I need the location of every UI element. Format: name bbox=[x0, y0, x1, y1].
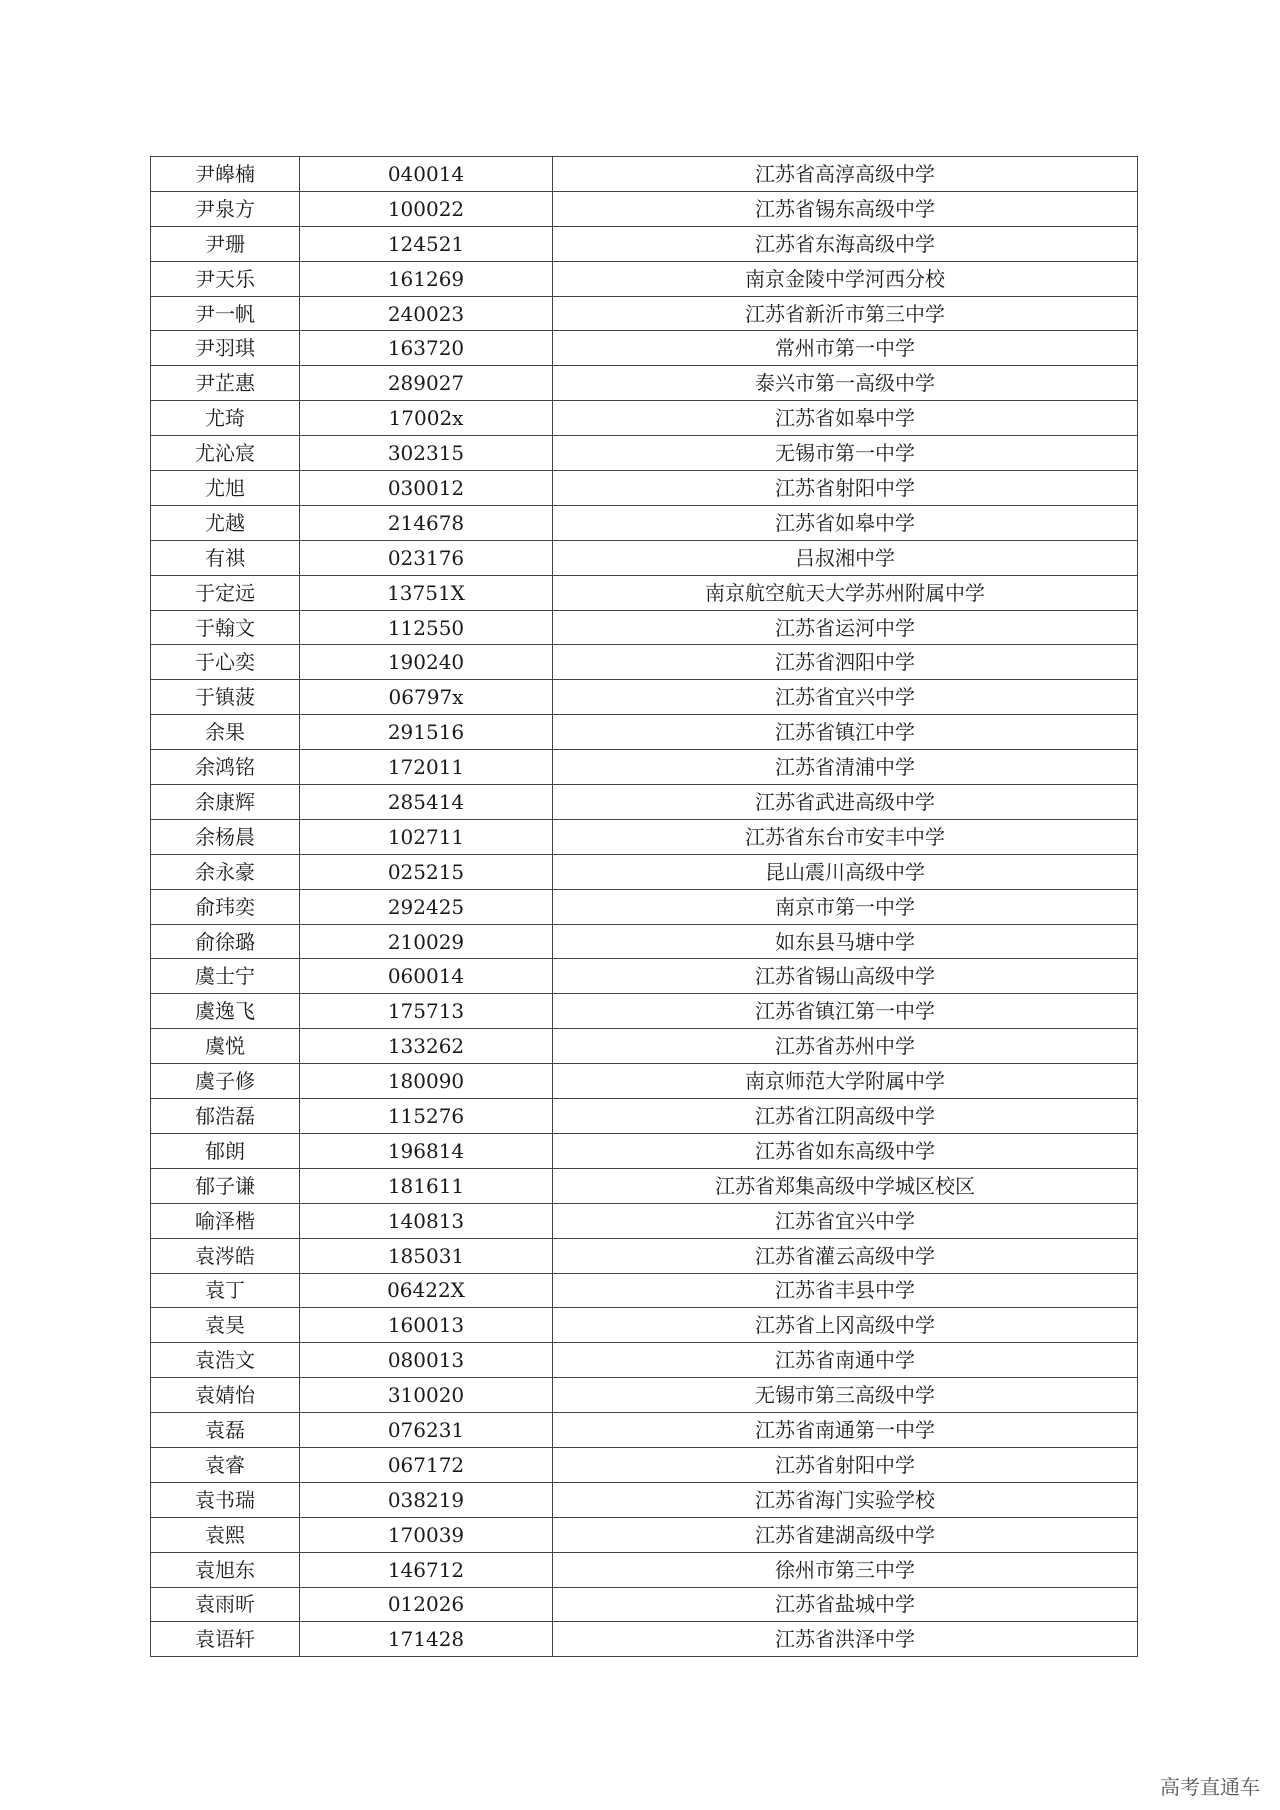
student-id-cell: 214678 bbox=[300, 505, 553, 540]
school-name-cell: 江苏省海门实验学校 bbox=[553, 1482, 1138, 1517]
student-name-cell: 余杨晨 bbox=[151, 819, 300, 854]
student-name-cell: 余康辉 bbox=[151, 785, 300, 820]
student-name-cell: 尤旭 bbox=[151, 471, 300, 506]
school-name-cell: 江苏省如皋中学 bbox=[553, 401, 1138, 436]
school-name-cell: 泰兴市第一高级中学 bbox=[553, 366, 1138, 401]
student-name-cell: 尹泉方 bbox=[151, 191, 300, 226]
student-name-cell: 郁朗 bbox=[151, 1133, 300, 1168]
student-id-cell: 025215 bbox=[300, 854, 553, 889]
student-id-cell: 310020 bbox=[300, 1378, 553, 1413]
student-name-cell: 尤琦 bbox=[151, 401, 300, 436]
school-name-cell: 南京金陵中学河西分校 bbox=[553, 261, 1138, 296]
table-row bbox=[151, 1168, 1138, 1203]
school-name-cell: 江苏省镇江第一中学 bbox=[553, 994, 1138, 1029]
student-name-cell: 尹芷惠 bbox=[151, 366, 300, 401]
student-name-cell: 袁熙 bbox=[151, 1517, 300, 1552]
student-name-cell: 尹天乐 bbox=[151, 261, 300, 296]
student-id-cell: 076231 bbox=[300, 1413, 553, 1448]
student-id-cell: 180090 bbox=[300, 1064, 553, 1099]
school-name-cell: 如东县马塘中学 bbox=[553, 924, 1138, 959]
table-row bbox=[151, 889, 1138, 924]
student-id-cell: 133262 bbox=[300, 1029, 553, 1064]
student-id-cell: 285414 bbox=[300, 785, 553, 820]
table-row bbox=[151, 191, 1138, 226]
school-name-cell: 南京航空航天大学苏州附属中学 bbox=[553, 575, 1138, 610]
table-row bbox=[151, 924, 1138, 959]
table-row bbox=[151, 959, 1138, 994]
school-name-cell: 江苏省东海高级中学 bbox=[553, 226, 1138, 261]
student-id-cell: 160013 bbox=[300, 1308, 553, 1343]
table-row bbox=[151, 157, 1138, 192]
watermark-text: 高考直通车 bbox=[1160, 1775, 1260, 1799]
student-id-cell: 012026 bbox=[300, 1587, 553, 1622]
school-name-cell: 江苏省江阴高级中学 bbox=[553, 1099, 1138, 1134]
table-row bbox=[151, 366, 1138, 401]
table-row bbox=[151, 994, 1138, 1029]
table-row bbox=[151, 540, 1138, 575]
student-id-cell: 100022 bbox=[300, 191, 553, 226]
school-name-cell: 江苏省南通中学 bbox=[553, 1343, 1138, 1378]
table-row bbox=[151, 575, 1138, 610]
student-id-cell: 291516 bbox=[300, 715, 553, 750]
student-id-cell: 146712 bbox=[300, 1552, 553, 1587]
school-name-cell: 江苏省苏州中学 bbox=[553, 1029, 1138, 1064]
table-row bbox=[151, 1203, 1138, 1238]
student-id-cell: 112550 bbox=[300, 610, 553, 645]
table-row bbox=[151, 1552, 1138, 1587]
student-name-cell: 虞逸飞 bbox=[151, 994, 300, 1029]
school-name-cell: 江苏省射阳中学 bbox=[553, 1447, 1138, 1482]
table-row bbox=[151, 1029, 1138, 1064]
school-name-cell: 江苏省郑集高级中学城区校区 bbox=[553, 1168, 1138, 1203]
student-name-cell: 于定远 bbox=[151, 575, 300, 610]
student-name-cell: 有祺 bbox=[151, 540, 300, 575]
student-id-cell: 13751X bbox=[300, 575, 553, 610]
student-id-cell: 190240 bbox=[300, 645, 553, 680]
table-row bbox=[151, 785, 1138, 820]
student-id-cell: 289027 bbox=[300, 366, 553, 401]
student-name-cell: 俞玮奕 bbox=[151, 889, 300, 924]
school-name-cell: 江苏省高淳高级中学 bbox=[553, 157, 1138, 192]
school-name-cell: 吕叔湘中学 bbox=[553, 540, 1138, 575]
student-id-cell: 124521 bbox=[300, 226, 553, 261]
table-row bbox=[151, 1622, 1138, 1657]
student-name-cell: 虞子修 bbox=[151, 1064, 300, 1099]
school-name-cell: 江苏省如皋中学 bbox=[553, 505, 1138, 540]
student-name-cell: 袁磊 bbox=[151, 1413, 300, 1448]
school-name-cell: 江苏省锡山高级中学 bbox=[553, 959, 1138, 994]
student-name-cell: 袁涔皓 bbox=[151, 1238, 300, 1273]
table-row bbox=[151, 261, 1138, 296]
student-name-cell: 袁浩文 bbox=[151, 1343, 300, 1378]
student-id-cell: 17002x bbox=[300, 401, 553, 436]
student-name-cell: 尤越 bbox=[151, 505, 300, 540]
table-row bbox=[151, 505, 1138, 540]
table-row bbox=[151, 401, 1138, 436]
student-id-cell: 171428 bbox=[300, 1622, 553, 1657]
school-name-cell: 江苏省洪泽中学 bbox=[553, 1622, 1138, 1657]
student-id-cell: 172011 bbox=[300, 750, 553, 785]
school-name-cell: 南京市第一中学 bbox=[553, 889, 1138, 924]
school-name-cell: 常州市第一中学 bbox=[553, 331, 1138, 366]
student-name-cell: 袁书瑞 bbox=[151, 1482, 300, 1517]
student-id-cell: 140813 bbox=[300, 1203, 553, 1238]
student-name-cell: 袁昊 bbox=[151, 1308, 300, 1343]
school-name-cell: 南京师范大学附属中学 bbox=[553, 1064, 1138, 1099]
table-row bbox=[151, 471, 1138, 506]
table-row bbox=[151, 680, 1138, 715]
school-name-cell: 昆山震川高级中学 bbox=[553, 854, 1138, 889]
table-row bbox=[151, 1587, 1138, 1622]
school-name-cell: 江苏省镇江中学 bbox=[553, 715, 1138, 750]
student-name-cell: 于镇菠 bbox=[151, 680, 300, 715]
student-name-cell: 于翰文 bbox=[151, 610, 300, 645]
school-name-cell: 江苏省清浦中学 bbox=[553, 750, 1138, 785]
table-row bbox=[151, 1447, 1138, 1482]
school-name-cell: 江苏省武进高级中学 bbox=[553, 785, 1138, 820]
student-id-cell: 060014 bbox=[300, 959, 553, 994]
table-row bbox=[151, 610, 1138, 645]
table-row bbox=[151, 750, 1138, 785]
table-row bbox=[151, 1273, 1138, 1308]
table-row bbox=[151, 1517, 1138, 1552]
student-name-cell: 余果 bbox=[151, 715, 300, 750]
student-id-cell: 067172 bbox=[300, 1447, 553, 1482]
school-name-cell: 江苏省南通第一中学 bbox=[553, 1413, 1138, 1448]
student-name-cell: 袁丁 bbox=[151, 1273, 300, 1308]
student-id-cell: 080013 bbox=[300, 1343, 553, 1378]
table-row bbox=[151, 1238, 1138, 1273]
school-name-cell: 江苏省锡东高级中学 bbox=[553, 191, 1138, 226]
student-id-cell: 161269 bbox=[300, 261, 553, 296]
table-row bbox=[151, 226, 1138, 261]
student-id-cell: 240023 bbox=[300, 296, 553, 331]
table-row bbox=[151, 854, 1138, 889]
student-name-cell: 余永豪 bbox=[151, 854, 300, 889]
student-id-cell: 175713 bbox=[300, 994, 553, 1029]
school-name-cell: 江苏省上冈高级中学 bbox=[553, 1308, 1138, 1343]
student-id-cell: 040014 bbox=[300, 157, 553, 192]
student-name-cell: 尹皞楠 bbox=[151, 157, 300, 192]
table-row bbox=[151, 1343, 1138, 1378]
school-name-cell: 江苏省丰县中学 bbox=[553, 1273, 1138, 1308]
student-id-cell: 185031 bbox=[300, 1238, 553, 1273]
table-row bbox=[151, 715, 1138, 750]
student-name-cell: 袁语轩 bbox=[151, 1622, 300, 1657]
table-row bbox=[151, 1099, 1138, 1134]
table-row bbox=[151, 1308, 1138, 1343]
student-name-cell: 俞徐璐 bbox=[151, 924, 300, 959]
student-id-cell: 170039 bbox=[300, 1517, 553, 1552]
table-row bbox=[151, 1133, 1138, 1168]
school-name-cell: 无锡市第三高级中学 bbox=[553, 1378, 1138, 1413]
school-name-cell: 江苏省宜兴中学 bbox=[553, 680, 1138, 715]
student-name-cell: 尹羽琪 bbox=[151, 331, 300, 366]
school-name-cell: 江苏省新沂市第三中学 bbox=[553, 296, 1138, 331]
student-name-cell: 郁子谦 bbox=[151, 1168, 300, 1203]
student-id-cell: 023176 bbox=[300, 540, 553, 575]
school-name-cell: 无锡市第一中学 bbox=[553, 436, 1138, 471]
student-name-cell: 虞悦 bbox=[151, 1029, 300, 1064]
table-row bbox=[151, 645, 1138, 680]
table-row bbox=[151, 1064, 1138, 1099]
table-row bbox=[151, 296, 1138, 331]
student-name-cell: 尹珊 bbox=[151, 226, 300, 261]
student-name-cell: 郁浩磊 bbox=[151, 1099, 300, 1134]
school-name-cell: 江苏省东台市安丰中学 bbox=[553, 819, 1138, 854]
student-name-cell: 喻泽楷 bbox=[151, 1203, 300, 1238]
student-id-cell: 292425 bbox=[300, 889, 553, 924]
student-id-cell: 302315 bbox=[300, 436, 553, 471]
student-name-cell: 袁雨昕 bbox=[151, 1587, 300, 1622]
student-name-cell: 尤沁宸 bbox=[151, 436, 300, 471]
student-name-cell: 于心奕 bbox=[151, 645, 300, 680]
table-row bbox=[151, 1413, 1138, 1448]
student-id-cell: 181611 bbox=[300, 1168, 553, 1203]
table-row bbox=[151, 331, 1138, 366]
student-name-cell: 余鸿铭 bbox=[151, 750, 300, 785]
school-name-cell: 江苏省泗阳中学 bbox=[553, 645, 1138, 680]
student-name-cell: 尹一帆 bbox=[151, 296, 300, 331]
school-name-cell: 江苏省运河中学 bbox=[553, 610, 1138, 645]
student-id-cell: 115276 bbox=[300, 1099, 553, 1134]
school-name-cell: 江苏省灌云高级中学 bbox=[553, 1238, 1138, 1273]
student-id-cell: 210029 bbox=[300, 924, 553, 959]
student-id-cell: 196814 bbox=[300, 1133, 553, 1168]
school-name-cell: 江苏省射阳中学 bbox=[553, 471, 1138, 506]
student-id-cell: 06797x bbox=[300, 680, 553, 715]
table-row bbox=[151, 436, 1138, 471]
student-name-cell: 虞士宁 bbox=[151, 959, 300, 994]
school-name-cell: 徐州市第三中学 bbox=[553, 1552, 1138, 1587]
table-row bbox=[151, 1378, 1138, 1413]
student-id-cell: 030012 bbox=[300, 471, 553, 506]
student-roster-table bbox=[150, 156, 1138, 1657]
school-name-cell: 江苏省盐城中学 bbox=[553, 1587, 1138, 1622]
student-id-cell: 06422X bbox=[300, 1273, 553, 1308]
student-name-cell: 袁旭东 bbox=[151, 1552, 300, 1587]
student-id-cell: 102711 bbox=[300, 819, 553, 854]
school-name-cell: 江苏省宜兴中学 bbox=[553, 1203, 1138, 1238]
school-name-cell: 江苏省如东高级中学 bbox=[553, 1133, 1138, 1168]
table-row bbox=[151, 1482, 1138, 1517]
student-id-cell: 163720 bbox=[300, 331, 553, 366]
table-row bbox=[151, 819, 1138, 854]
roster-body bbox=[151, 157, 1138, 1657]
student-id-cell: 038219 bbox=[300, 1482, 553, 1517]
school-name-cell: 江苏省建湖高级中学 bbox=[553, 1517, 1138, 1552]
student-name-cell: 袁睿 bbox=[151, 1447, 300, 1482]
student-name-cell: 袁婧怡 bbox=[151, 1378, 300, 1413]
